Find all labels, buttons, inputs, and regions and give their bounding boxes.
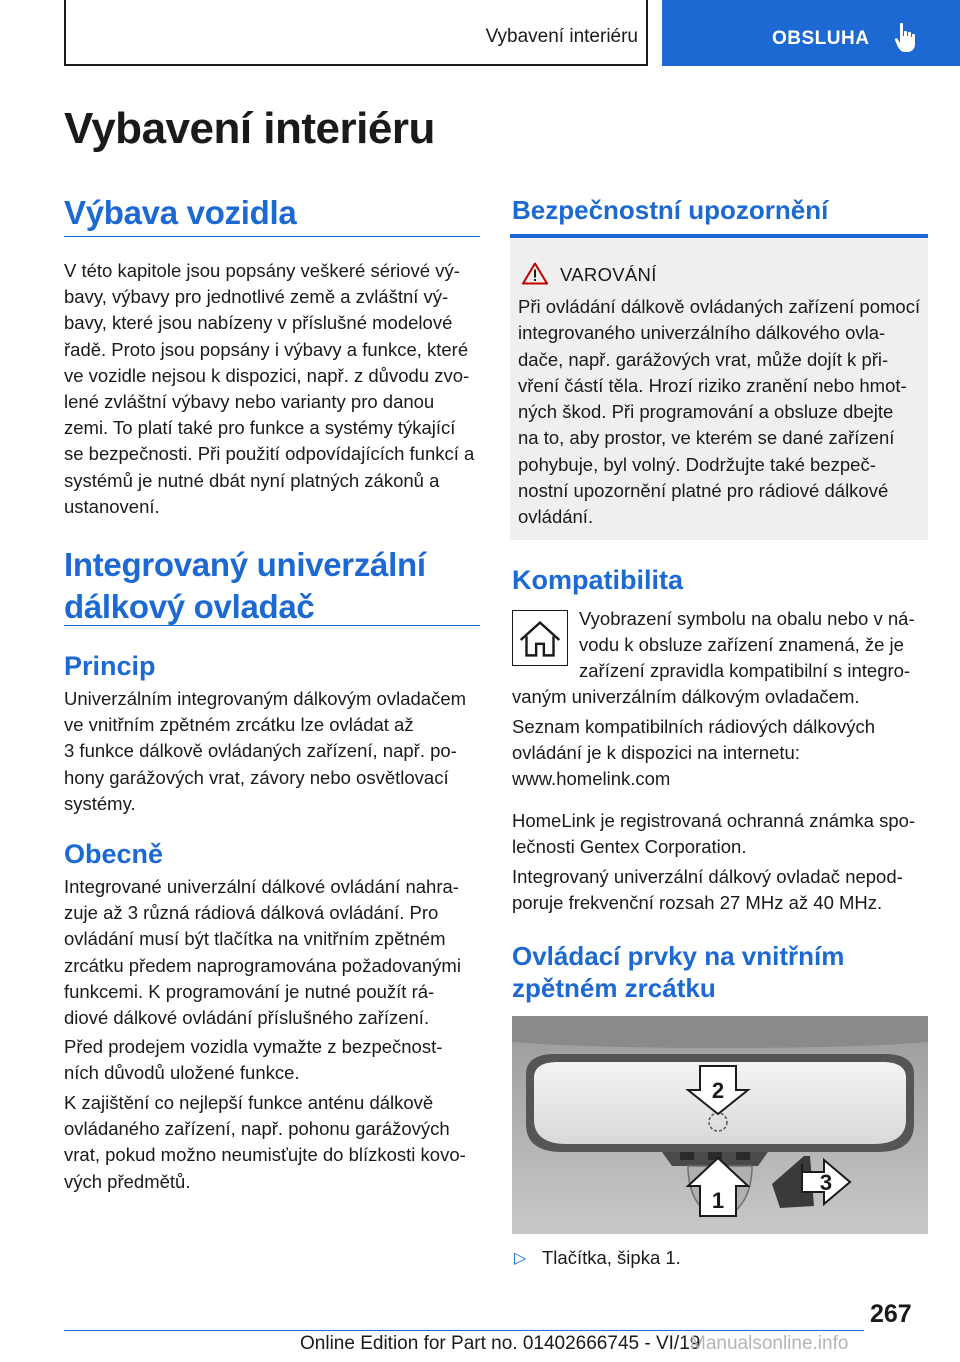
header-section-title: Vybavení interiéru (485, 26, 638, 47)
text-line: vření částí těla. Hrozí riziko zranění nebo hmot‐ (518, 374, 907, 396)
warning-box (510, 234, 928, 540)
paragraph-kompatibilita-icon (579, 606, 915, 685)
heading-bezpecnostni-upozorneni: Bezpečnostní upozornění (512, 195, 829, 225)
heading-princip: Princip (64, 651, 156, 681)
text-line: zemi. To platí také pro funkce a systémy týkající (64, 417, 456, 439)
text-line: 3 funkce dálkově ovládaných zařízení, např. po‐ (64, 740, 457, 762)
text-line: systémů je nutné dbát nyní platných zákonů a (64, 469, 440, 491)
chapter-tab-label: OBSLUHA (772, 28, 870, 49)
text-line: lené zvláštní výbavy nebo varianty pro danou (64, 391, 435, 413)
text-line: bavy, výbavy pro jednotlivé země a zvláštní vý‐ (64, 286, 449, 308)
paragraph-vybava (64, 258, 474, 520)
paragraph-kompatibilita-cont: vaným univerzálním dálkovým ovladačem. (512, 686, 860, 707)
text-line: bavy, které jsou nabízeny v příslušné modelové (64, 312, 453, 334)
paragraph-seznam (512, 714, 875, 793)
footer-edition-text: Online Edition for Part no. 01402666745 - VI/19 (300, 1333, 701, 1354)
paragraph-princip (64, 686, 466, 817)
text-line: zuje až 3 různá rádiová dálková ovládání. Pro (64, 902, 439, 924)
rearview-mirror-illustration (512, 1016, 928, 1234)
arrow-label-2: 2 (711, 1078, 725, 1103)
page-title: Vybavení interiéru (64, 104, 435, 153)
text-line: K zajištění co nejlepší funkce anténu dálkově (64, 1092, 434, 1113)
bullet-item-text: Tlačítka, šipka 1. (542, 1247, 681, 1268)
heading-vybava-vozidla: Výbava vozidla (64, 194, 297, 231)
heading-ovladaci-prvky (512, 940, 844, 1004)
header-rule-bottom (64, 64, 648, 66)
text-line: vodu k obsluze zařízení znamená, že je (579, 634, 904, 656)
text-line: lečnosti Gentex Corporation. (512, 836, 747, 858)
text-line: systémy. (64, 792, 136, 814)
heading-integrovany-ovladac (64, 544, 426, 628)
text-line: integrovaného univerzálního dálkového ovla‐ (518, 322, 886, 344)
heading-rule (64, 625, 480, 626)
warning-text (518, 294, 926, 531)
text-line: se bezpečnosti. Při použití odpovídajících funkcí a (64, 443, 475, 465)
paragraph-obecne-1 (64, 874, 461, 1031)
paragraph-homelink (512, 808, 915, 860)
text-line: na to, aby prostor, ve kterém se dané zařízení (518, 427, 895, 449)
text-line: Integrovaný univerzální dálkový ovladač nepod‐ (512, 866, 903, 887)
warning-triangle-icon (522, 262, 548, 285)
text-line: poruje frekvenční rozsah 27 MHz až 40 MHz. (512, 892, 883, 914)
text-line: diové dálkové ovládání příslušného zařízení. (64, 1007, 430, 1029)
text-line: ovládání je k dispozici na internetu: (512, 742, 800, 764)
text-line: hony garážových vrat, závory nebo osvětlovací (64, 766, 449, 788)
text-line: zařízení zpravidla kompatibilní s integro‐ (579, 660, 911, 682)
text-line: vých předmětů. (64, 1170, 191, 1192)
text-line: ve vozidle nejsou k dispozici, např. z důvodu zvo‐ (64, 364, 470, 386)
text-line: ovládání musí být tlačítka na vnitřním zpětném (64, 928, 446, 950)
text-line: vrat, pokud možno neumisťujte do blízkosti kovo‐ (64, 1144, 466, 1166)
text-line: Před prodejem vozidla vymažte z bezpečnost‐ (64, 1036, 443, 1057)
text-line: zrcátku předem naprogramována požadovanými (64, 954, 461, 976)
bullet-triangle-icon: ▷ (514, 1250, 527, 1267)
heading-line: Ovládací prvky na vnitřním (512, 941, 845, 971)
text-line: funkcemi. K programování je nutné použít rá‐ (64, 980, 435, 1002)
text-line: ovládání. (518, 506, 594, 528)
header-rule-right (646, 0, 648, 66)
text-line: řadě. Proto jsou popsány i výbavy a funkce, které (64, 338, 469, 360)
header-chapter-tab[interactable] (662, 0, 960, 66)
text-line: ních důvodů uložené funkce. (64, 1062, 300, 1084)
text-line: ve vnitřním zpětném zrcátku lze ovládat až (64, 714, 414, 736)
text-line: ustanovení. (64, 495, 160, 517)
text-line: HomeLink je registrovaná ochranná známka spo‐ (512, 810, 916, 831)
footer-rule (64, 1330, 864, 1331)
homelink-url[interactable]: www.homelink.com (512, 768, 671, 790)
text-line: Univerzálním integrovaným dálkovým ovladačem (64, 688, 467, 709)
text-line: pohybuje, byl volný. Dodržujte také bezpeč‐ (518, 453, 876, 475)
text-line: dače, např. garážových vrat, může dojít k při‐ (518, 348, 889, 370)
text-line: Integrované univerzální dálkové ovládání nahra‐ (64, 876, 459, 897)
text-line: ných škod. Při programování a obsluze dbejte (518, 401, 894, 423)
homelink-house-icon (512, 610, 568, 666)
text-line: nostní upozornění platné pro rádiové dálkové (518, 480, 889, 502)
text-line: Seznam kompatibilních rádiových dálkových (512, 716, 875, 737)
text-line: Při ovládání dálkově ovládaných zařízení pomocí (518, 296, 921, 317)
paragraph-obecne-3 (64, 1090, 466, 1195)
warning-title: VAROVÁNÍ (560, 264, 657, 285)
arrow-label-3: 3 (819, 1170, 833, 1195)
text-line: ovládaného zařízení, např. pohonu garážových (64, 1118, 450, 1140)
heading-line: dálkový ovladač (64, 588, 315, 625)
text-line: V této kapitole jsou popsány veškeré sériové vý‐ (64, 260, 460, 281)
heading-kompatibilita: Kompatibilita (512, 565, 684, 595)
arrow-label-1: 1 (711, 1188, 725, 1213)
heading-rule (64, 236, 480, 237)
heading-line: zpětném zrcátku (512, 973, 716, 1003)
pointing-hand-icon (894, 22, 922, 54)
text-line: Vyobrazení symbolu na obalu nebo v ná‐ (579, 608, 915, 629)
paragraph-obecne-2 (64, 1034, 442, 1086)
heading-obecne: Obecně (64, 839, 164, 869)
page-number: 267 (870, 1300, 912, 1328)
paragraph-frekvence (512, 864, 903, 916)
heading-line: Integrovaný univerzální (64, 546, 426, 583)
footer-watermark: Manualsonline.info (690, 1333, 849, 1354)
